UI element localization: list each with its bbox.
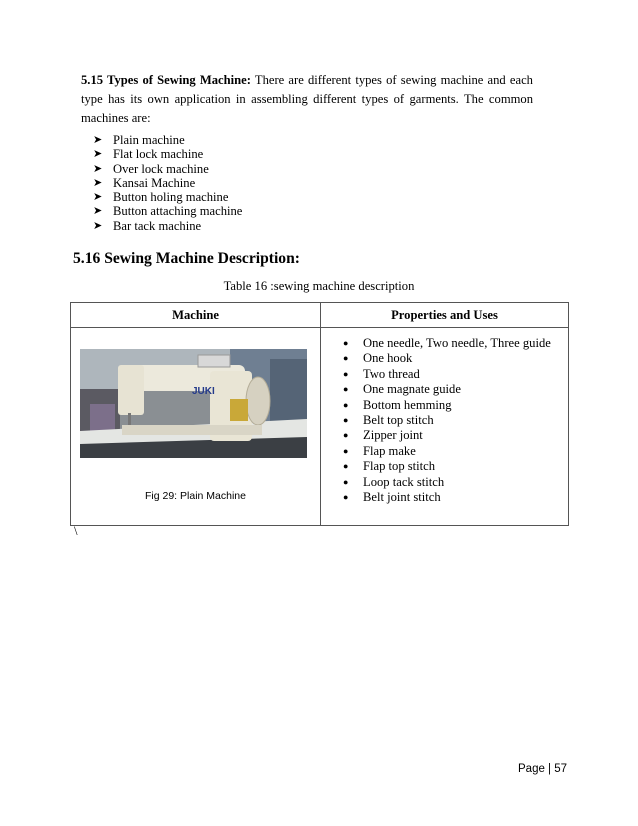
arrow-bullet-icon: ➤ xyxy=(93,134,103,146)
table-caption: Table 16 :sewing machine description xyxy=(223,279,415,293)
bullet-icon: ● xyxy=(343,476,349,487)
intro-paragraph xyxy=(81,71,533,128)
bullet-icon: ● xyxy=(343,445,349,456)
list-item: ● Bottom hemming xyxy=(343,397,452,412)
list-item: ● One magnate guide xyxy=(343,382,461,397)
list-item: ➤ Button holing machine xyxy=(93,190,229,205)
arrow-bullet-icon: ➤ xyxy=(93,176,103,189)
list-item: ● Belt joint stitch xyxy=(343,490,441,505)
bullet-icon: ● xyxy=(343,353,349,364)
list-item: ➤ Button attaching machine xyxy=(93,204,243,219)
page-number: Page | 57 xyxy=(518,763,568,775)
arrow-bullet-icon: ➤ xyxy=(93,162,103,175)
bullet-icon: ● xyxy=(343,430,349,441)
list-item: ● Flap make xyxy=(343,443,416,458)
list-item: ● Two thread xyxy=(343,366,420,381)
list-item: ● One needle, Two needle, Three guide xyxy=(343,336,551,350)
column-header-machine: Machine xyxy=(71,303,321,328)
list-item: ➤ Bar tack machine xyxy=(93,218,202,233)
column-header-properties: Properties and Uses xyxy=(321,303,569,328)
list-item: ● Zipper joint xyxy=(343,428,423,443)
arrow-bullet-icon: ➤ xyxy=(93,191,103,204)
plain-machine-photo xyxy=(80,349,307,458)
arrow-bullet-icon: ➤ xyxy=(93,219,103,232)
properties-list xyxy=(321,328,568,505)
arrow-bullet-icon: ➤ xyxy=(93,205,103,218)
figure-caption: Fig 29: Plain Machine xyxy=(145,490,246,502)
intro-body: There are different types of sewing machine and each type has its own application in assembling different types of garments. The common machines are: xyxy=(81,73,533,125)
list-item: ● Belt top stitch xyxy=(343,413,434,428)
section-516-heading: 5.16 Sewing Machine Description: xyxy=(73,250,300,267)
properties-cell xyxy=(321,328,569,526)
stray-mark: \ xyxy=(74,524,78,538)
list-item: ● One hook xyxy=(343,351,413,366)
table-row xyxy=(71,328,569,526)
bullet-icon: ● xyxy=(343,368,349,379)
machine-description-table xyxy=(70,302,569,526)
arrow-bullet-icon: ➤ xyxy=(93,148,103,161)
list-item: ➤ Over lock machine xyxy=(93,161,209,176)
bullet-icon: ● xyxy=(343,338,349,348)
list-item: ● Flap top stitch xyxy=(343,459,436,474)
list-item: ➤ Kansai Machine xyxy=(93,175,196,190)
juki-logo: JUKI xyxy=(192,386,215,397)
machine-types-list xyxy=(93,133,242,233)
list-item: ➤ Flat lock machine xyxy=(93,147,204,162)
bullet-icon: ● xyxy=(343,415,349,426)
bullet-icon: ● xyxy=(343,492,349,503)
bullet-icon: ● xyxy=(343,399,349,410)
table-header-row xyxy=(71,303,569,328)
bullet-icon: ● xyxy=(343,384,349,395)
list-item: ➤ Plain machine xyxy=(93,133,185,147)
section-515-heading: 5.15 Types of Sewing Machine: xyxy=(81,73,251,87)
list-item: ● Loop tack stitch xyxy=(343,474,445,489)
machine-cell xyxy=(71,328,321,526)
bullet-icon: ● xyxy=(343,461,349,472)
